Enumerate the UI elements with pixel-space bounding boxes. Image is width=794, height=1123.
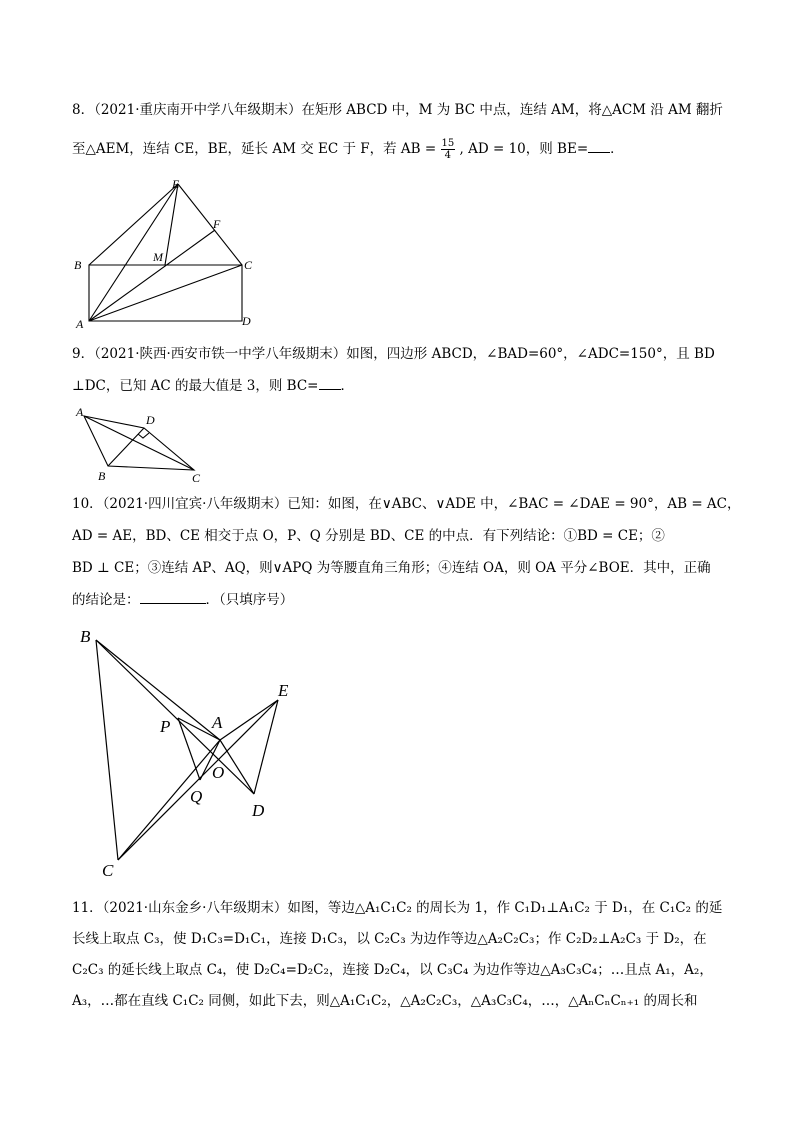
q10-label-C: C xyxy=(102,861,114,880)
q9-line-2 xyxy=(72,376,354,396)
q8-text-2c: ． xyxy=(610,141,624,157)
q8-text-2b: , AD = 10，则 BE= xyxy=(459,141,589,157)
q11-text-3: C₂C₃ 的延长线上取点 C₄，使 D₂C₄=D₂C₂，连接 D₂C₄，以 C₃C₄ 为边作等边△A₃C₃C₄；…且点 A₁，A₂， xyxy=(72,962,713,978)
q10-segment-BC xyxy=(96,640,118,860)
q8-figure xyxy=(70,172,260,332)
q9-right-angle-mark xyxy=(138,433,149,438)
q8-label-F: F xyxy=(213,217,221,231)
q9-text-2b: ． xyxy=(340,378,354,394)
q8-line-2 xyxy=(72,138,624,161)
q10-segment-AC xyxy=(118,740,220,860)
q9-label-A: A xyxy=(76,405,84,419)
q10-line-3 xyxy=(72,558,711,578)
q8-text-2a: 至△AEM，连结 CE，BE，延长 AM 交 EC 于 F，若 AB = xyxy=(72,141,437,157)
q11-line-2 xyxy=(72,929,707,949)
q11-line-3 xyxy=(72,960,713,980)
q10-answer-blank[interactable] xyxy=(140,591,206,604)
q10-segment-BA xyxy=(96,640,220,740)
q8-segment-AC xyxy=(89,265,242,321)
q9-segment-BD xyxy=(108,428,144,466)
q10-text-4b: ．（只填序号） xyxy=(205,592,294,608)
q8-text-1: 8．（2021·重庆南开中学八年级期末）在矩形 ABCD 中，M 为 BC 中点，连结 AM，将△ACM 沿 AM 翻折 xyxy=(72,102,723,118)
q8-segment-AF xyxy=(89,230,215,321)
q10-figure xyxy=(72,622,312,884)
q10-text-2: AD = AE，BD、CE 相交于点 O，P、Q 分别是 BD、CE 的中点．有下列结论：①BD = CE；② xyxy=(72,528,665,544)
q10-label-A: A xyxy=(212,713,223,732)
q10-segment-AD xyxy=(220,740,254,794)
q8-label-M: M xyxy=(153,250,163,264)
q9-segment-AC xyxy=(84,416,194,470)
q8-label-A: A xyxy=(76,317,84,331)
q10-label-E: E xyxy=(278,681,289,700)
q8-label-D: D xyxy=(242,314,251,328)
q11-text-1: 11．（2021·山东金乡·八年级期末）如图，等边△A₁C₁C₂ 的周长为 1，作 C₁D₁⊥A₁C₂ 于 D₁，在 C₁C₂ 的延 xyxy=(72,900,723,916)
q8-segment-ME xyxy=(165,184,178,265)
q9-line-1 xyxy=(72,344,715,364)
q8-label-E: E xyxy=(172,177,180,191)
q10-segment-CE xyxy=(118,700,278,860)
q9-answer-blank[interactable] xyxy=(319,377,341,390)
q10-label-D: D xyxy=(252,801,265,820)
q9-text-1: 9．（2021·陕西·西安市铁一中学八年级期末）如图，四边形 ABCD，∠BAD=60°，∠ADC=150°，且 BD xyxy=(72,346,715,362)
q10-text-4a: 的结论是： xyxy=(72,592,140,608)
q9-label-C: C xyxy=(192,471,201,485)
q10-line-1 xyxy=(72,494,741,514)
q11-text-2: 长线上取点 C₃，使 D₁C₃=D₁C₁，连接 D₁C₃，以 C₂C₃ 为边作等边△A₂C₂C₃；作 C₂D₂⊥A₂C₃ 于 D₂，在 xyxy=(72,931,707,947)
q9-label-D: D xyxy=(146,413,155,427)
q10-segment-BD xyxy=(96,640,254,794)
q10-text-3: BD ⊥ CE；③连结 AP、AQ，则∨APQ 为等腰直角三角形；④连结 OA，则 OA 平分∠BOE．其中，正确 xyxy=(72,560,711,576)
q10-label-P: P xyxy=(160,717,171,736)
q11-text-4: A₃，…都在直线 C₁C₂ 同侧，如此下去，则△A₁C₁C₂，△A₂C₂C₃，△A₃C₃C₄，…，△AₙCₙCₙ₊₁ 的周长和 xyxy=(72,993,698,1009)
q8-frac-num: 15 xyxy=(441,138,455,149)
q8-answer-blank[interactable] xyxy=(588,140,610,153)
q11-line-4 xyxy=(72,991,697,1011)
q11-line-1 xyxy=(72,898,722,918)
q10-label-B: B xyxy=(80,627,91,646)
q9-figure xyxy=(72,402,212,486)
q8-label-C: C xyxy=(244,258,253,272)
q10-line-2 xyxy=(72,526,665,546)
q10-label-Q: Q xyxy=(190,787,203,806)
q8-line-1 xyxy=(72,100,723,120)
q9-label-B: B xyxy=(98,469,106,483)
q8-fraction xyxy=(441,138,456,161)
q8-frac-den: 4 xyxy=(444,150,452,161)
q8-label-B: B xyxy=(74,258,82,272)
q9-text-2a: ⊥DC，已知 AC 的最大值是 3，则 BC= xyxy=(72,378,319,394)
q10-line-4 xyxy=(72,590,293,610)
q10-text-1: 10．（2021·四川宜宾·八年级期末）已知：如图，在∨ABC、∨ADE 中，∠BAC = ∠DAE = 90°，AB = AC， xyxy=(72,496,741,512)
q10-label-O: O xyxy=(212,763,225,782)
q8-segment-EC xyxy=(178,184,242,265)
